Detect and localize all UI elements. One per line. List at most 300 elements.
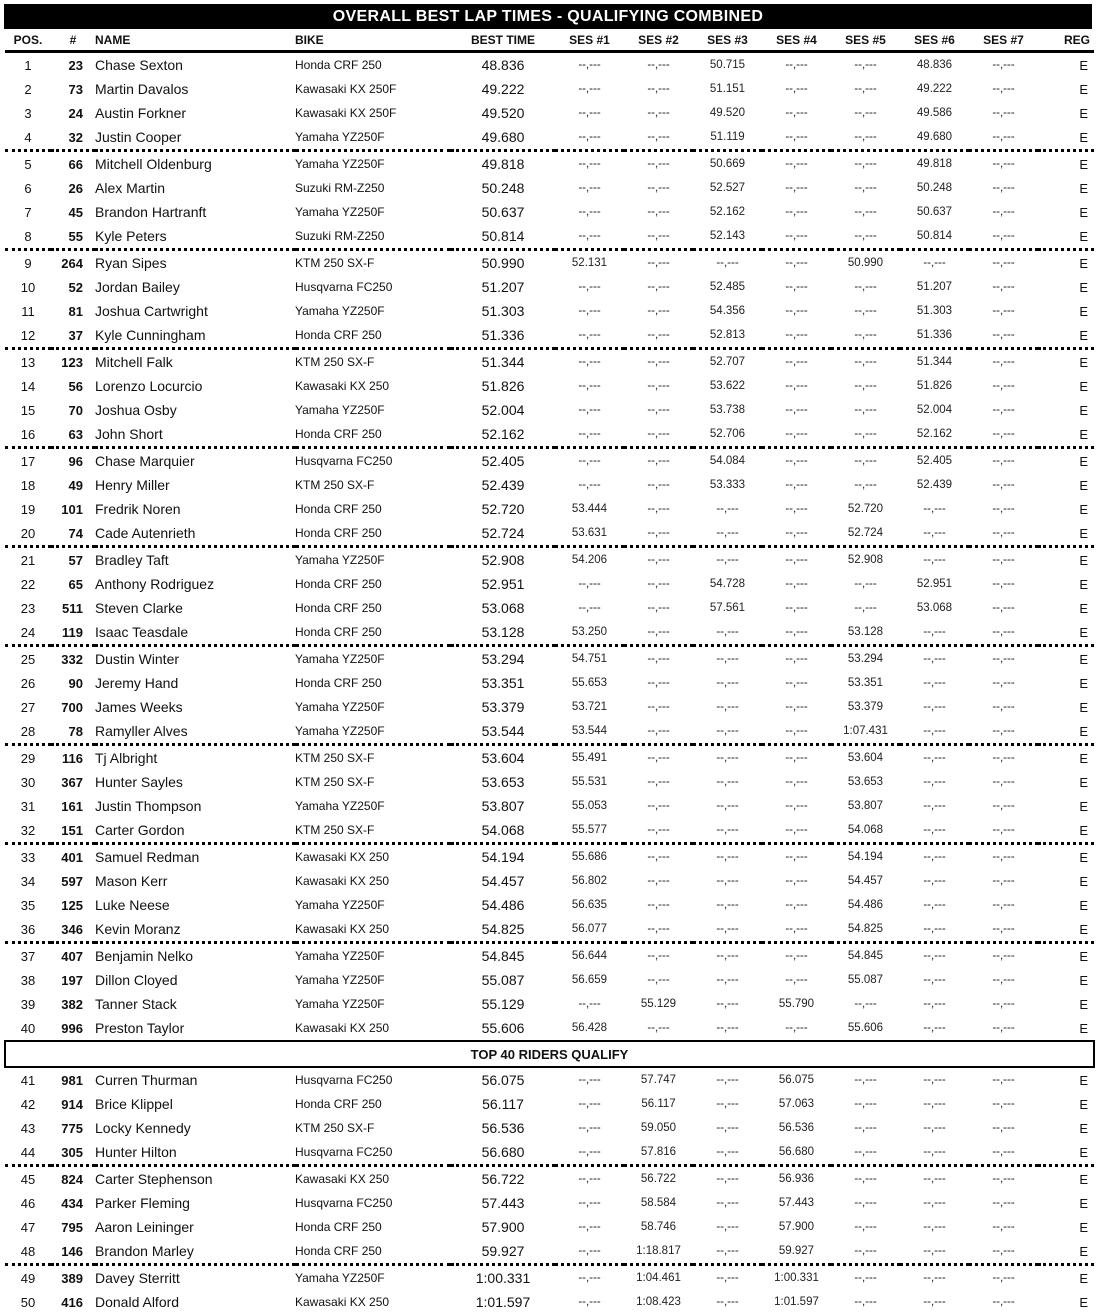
- table-row: [5, 497, 1094, 521]
- session-6-cell: 51.344: [900, 349, 969, 375]
- best-time-cell: 52.162: [451, 422, 555, 448]
- session-4-cell: --,---: [762, 52, 831, 78]
- session-2-cell: --,---: [624, 250, 693, 276]
- rider-name-cell: Benjamin Nelko: [95, 943, 295, 969]
- reg-cell: E: [1038, 1140, 1094, 1166]
- session-7-cell: --,---: [969, 1016, 1038, 1041]
- rider-name-cell: Preston Taylor: [95, 1016, 295, 1041]
- reg-cell: E: [1038, 646, 1094, 672]
- best-time-cell: 49.222: [451, 77, 555, 101]
- pos-cell: 47: [5, 1215, 51, 1239]
- session-5-cell: --,---: [831, 1067, 900, 1092]
- session-4-cell: 59.927: [762, 1239, 831, 1265]
- bike-cell: Kawasaki KX 250: [295, 1016, 451, 1041]
- session-1-cell: 53.250: [555, 620, 624, 646]
- session-3-cell: 54.728: [693, 572, 762, 596]
- best-time-cell: 53.294: [451, 646, 555, 672]
- session-6-cell: 52.405: [900, 448, 969, 474]
- rider-number-cell: 96: [51, 448, 95, 474]
- session-7-cell: --,---: [969, 719, 1038, 745]
- session-2-cell: --,---: [624, 422, 693, 448]
- session-7-cell: --,---: [969, 1067, 1038, 1092]
- table-row: [5, 200, 1094, 224]
- session-7-cell: --,---: [969, 1290, 1038, 1314]
- rider-number-cell: 824: [51, 1166, 95, 1192]
- bike-cell: Yamaha YZ250F: [295, 547, 451, 573]
- session-2-cell: 58.584: [624, 1191, 693, 1215]
- rider-name-cell: Lorenzo Locurcio: [95, 374, 295, 398]
- session-2-cell: 57.747: [624, 1067, 693, 1092]
- session-1-cell: --,---: [555, 1116, 624, 1140]
- session-7-cell: --,---: [969, 745, 1038, 771]
- session-5-cell: 54.457: [831, 869, 900, 893]
- column-header-ses5: SES #5: [831, 29, 900, 52]
- table-row: [5, 323, 1094, 349]
- session-1-cell: --,---: [555, 299, 624, 323]
- rider-name-cell: Dustin Winter: [95, 646, 295, 672]
- session-1-cell: --,---: [555, 151, 624, 177]
- bike-cell: Honda CRF 250: [295, 422, 451, 448]
- session-6-cell: --,---: [900, 1092, 969, 1116]
- session-1-cell: --,---: [555, 398, 624, 422]
- session-4-cell: --,---: [762, 719, 831, 745]
- best-time-cell: 49.520: [451, 101, 555, 125]
- best-time-cell: 54.486: [451, 893, 555, 917]
- reg-cell: E: [1038, 250, 1094, 276]
- pos-cell: 31: [5, 794, 51, 818]
- session-6-cell: --,---: [900, 1290, 969, 1314]
- bike-cell: Yamaha YZ250F: [295, 943, 451, 969]
- reg-cell: E: [1038, 844, 1094, 870]
- session-6-cell: 49.818: [900, 151, 969, 177]
- session-4-cell: --,---: [762, 101, 831, 125]
- pos-cell: 28: [5, 719, 51, 745]
- bike-cell: Suzuki RM-Z250: [295, 176, 451, 200]
- table-row: [5, 794, 1094, 818]
- session-2-cell: --,---: [624, 176, 693, 200]
- reg-cell: E: [1038, 521, 1094, 547]
- reg-cell: E: [1038, 398, 1094, 422]
- rider-name-cell: Joshua Osby: [95, 398, 295, 422]
- bike-cell: Kawasaki KX 250: [295, 1290, 451, 1314]
- session-2-cell: --,---: [624, 596, 693, 620]
- session-6-cell: --,---: [900, 968, 969, 992]
- rider-name-cell: Bradley Taft: [95, 547, 295, 573]
- session-4-cell: --,---: [762, 176, 831, 200]
- session-2-cell: --,---: [624, 646, 693, 672]
- session-6-cell: --,---: [900, 869, 969, 893]
- session-6-cell: --,---: [900, 521, 969, 547]
- pos-cell: 43: [5, 1116, 51, 1140]
- rider-number-cell: 389: [51, 1265, 95, 1291]
- session-4-cell: --,---: [762, 818, 831, 844]
- table-row: [5, 869, 1094, 893]
- bike-cell: Husqvarna FC250: [295, 448, 451, 474]
- rider-number-cell: 346: [51, 917, 95, 943]
- session-1-cell: --,---: [555, 323, 624, 349]
- rider-name-cell: Mitchell Oldenburg: [95, 151, 295, 177]
- pos-cell: 2: [5, 77, 51, 101]
- pos-cell: 1: [5, 52, 51, 78]
- session-6-cell: 50.814: [900, 224, 969, 250]
- session-1-cell: 53.544: [555, 719, 624, 745]
- best-time-cell: 52.720: [451, 497, 555, 521]
- table-row: [5, 398, 1094, 422]
- best-time-cell: 48.836: [451, 52, 555, 78]
- session-5-cell: 50.990: [831, 250, 900, 276]
- rider-number-cell: 52: [51, 275, 95, 299]
- rider-name-cell: Brandon Marley: [95, 1239, 295, 1265]
- session-4-cell: --,---: [762, 620, 831, 646]
- pos-cell: 39: [5, 992, 51, 1016]
- session-7-cell: --,---: [969, 917, 1038, 943]
- table-row: [5, 448, 1094, 474]
- pos-cell: 33: [5, 844, 51, 870]
- table-row: [5, 1116, 1094, 1140]
- reg-cell: E: [1038, 77, 1094, 101]
- reg-cell: E: [1038, 893, 1094, 917]
- session-5-cell: 54.068: [831, 818, 900, 844]
- session-6-cell: 52.439: [900, 473, 969, 497]
- session-7-cell: --,---: [969, 473, 1038, 497]
- session-3-cell: 53.622: [693, 374, 762, 398]
- session-5-cell: --,---: [831, 1215, 900, 1239]
- session-3-cell: 52.813: [693, 323, 762, 349]
- reg-cell: E: [1038, 671, 1094, 695]
- table-row: [5, 695, 1094, 719]
- session-5-cell: --,---: [831, 224, 900, 250]
- session-3-cell: --,---: [693, 1166, 762, 1192]
- session-6-cell: --,---: [900, 1116, 969, 1140]
- bike-cell: Honda CRF 250: [295, 1215, 451, 1239]
- session-3-cell: --,---: [693, 719, 762, 745]
- session-6-cell: --,---: [900, 1191, 969, 1215]
- session-6-cell: 52.004: [900, 398, 969, 422]
- session-5-cell: --,---: [831, 1239, 900, 1265]
- rider-name-cell: Mitchell Falk: [95, 349, 295, 375]
- best-time-cell: 52.004: [451, 398, 555, 422]
- session-3-cell: --,---: [693, 1191, 762, 1215]
- table-row: [5, 250, 1094, 276]
- rider-name-cell: Davey Sterritt: [95, 1265, 295, 1291]
- session-2-cell: --,---: [624, 869, 693, 893]
- best-time-cell: 56.536: [451, 1116, 555, 1140]
- session-6-cell: 48.836: [900, 52, 969, 78]
- session-7-cell: --,---: [969, 1265, 1038, 1291]
- reg-cell: E: [1038, 572, 1094, 596]
- session-4-cell: --,---: [762, 794, 831, 818]
- reg-cell: E: [1038, 52, 1094, 78]
- bike-cell: Honda CRF 250: [295, 1239, 451, 1265]
- table-row: [5, 1016, 1094, 1041]
- session-2-cell: --,---: [624, 818, 693, 844]
- pos-cell: 50: [5, 1290, 51, 1314]
- bike-cell: Yamaha YZ250F: [295, 794, 451, 818]
- session-6-cell: --,---: [900, 1067, 969, 1092]
- session-7-cell: --,---: [969, 398, 1038, 422]
- session-2-cell: 57.816: [624, 1140, 693, 1166]
- rider-number-cell: 305: [51, 1140, 95, 1166]
- session-5-cell: --,---: [831, 323, 900, 349]
- reg-cell: E: [1038, 818, 1094, 844]
- session-4-cell: --,---: [762, 671, 831, 695]
- session-7-cell: --,---: [969, 646, 1038, 672]
- best-time-cell: 55.606: [451, 1016, 555, 1041]
- session-4-cell: 57.443: [762, 1191, 831, 1215]
- session-4-cell: --,---: [762, 1016, 831, 1041]
- session-7-cell: --,---: [969, 349, 1038, 375]
- column-header-ses4: SES #4: [762, 29, 831, 52]
- table-row: [5, 1265, 1094, 1291]
- rider-name-cell: Isaac Teasdale: [95, 620, 295, 646]
- rider-number-cell: 56: [51, 374, 95, 398]
- session-1-cell: --,---: [555, 473, 624, 497]
- bike-cell: Honda CRF 250: [295, 596, 451, 620]
- column-header-ses7: SES #7: [969, 29, 1038, 52]
- session-5-cell: --,---: [831, 1191, 900, 1215]
- bike-cell: Yamaha YZ250F: [295, 719, 451, 745]
- table-row: [5, 151, 1094, 177]
- session-5-cell: 54.825: [831, 917, 900, 943]
- session-4-cell: --,---: [762, 521, 831, 547]
- session-4-cell: 56.680: [762, 1140, 831, 1166]
- rider-number-cell: 401: [51, 844, 95, 870]
- best-time-cell: 54.845: [451, 943, 555, 969]
- session-3-cell: --,---: [693, 646, 762, 672]
- pos-cell: 32: [5, 818, 51, 844]
- session-7-cell: --,---: [969, 844, 1038, 870]
- session-6-cell: --,---: [900, 620, 969, 646]
- table-row: [5, 745, 1094, 771]
- session-5-cell: --,---: [831, 1092, 900, 1116]
- best-time-cell: 49.680: [451, 125, 555, 151]
- rider-number-cell: 795: [51, 1215, 95, 1239]
- bike-cell: Kawasaki KX 250: [295, 374, 451, 398]
- session-4-cell: --,---: [762, 547, 831, 573]
- session-1-cell: --,---: [555, 1140, 624, 1166]
- best-time-cell: 56.722: [451, 1166, 555, 1192]
- rider-name-cell: Parker Fleming: [95, 1191, 295, 1215]
- session-1-cell: 53.631: [555, 521, 624, 547]
- rider-name-cell: John Short: [95, 422, 295, 448]
- pos-cell: 7: [5, 200, 51, 224]
- session-4-cell: --,---: [762, 770, 831, 794]
- session-1-cell: --,---: [555, 200, 624, 224]
- session-4-cell: --,---: [762, 275, 831, 299]
- session-7-cell: --,---: [969, 1092, 1038, 1116]
- rider-number-cell: 125: [51, 893, 95, 917]
- session-4-cell: 1:01.597: [762, 1290, 831, 1314]
- table-row: [5, 719, 1094, 745]
- rider-number-cell: 981: [51, 1067, 95, 1092]
- session-4-cell: --,---: [762, 943, 831, 969]
- bike-cell: Yamaha YZ250F: [295, 1265, 451, 1291]
- reg-cell: E: [1038, 1166, 1094, 1192]
- session-2-cell: --,---: [624, 917, 693, 943]
- pos-cell: 36: [5, 917, 51, 943]
- bike-cell: Husqvarna FC250: [295, 1140, 451, 1166]
- rider-name-cell: Ryan Sipes: [95, 250, 295, 276]
- session-3-cell: --,---: [693, 620, 762, 646]
- session-1-cell: --,---: [555, 1166, 624, 1192]
- reg-cell: E: [1038, 176, 1094, 200]
- session-6-cell: 53.068: [900, 596, 969, 620]
- session-1-cell: 55.531: [555, 770, 624, 794]
- session-1-cell: 53.721: [555, 695, 624, 719]
- rider-name-cell: Justin Thompson: [95, 794, 295, 818]
- session-5-cell: --,---: [831, 473, 900, 497]
- session-6-cell: --,---: [900, 1239, 969, 1265]
- bike-cell: Yamaha YZ250F: [295, 125, 451, 151]
- reg-cell: E: [1038, 1092, 1094, 1116]
- table-row: [5, 52, 1094, 78]
- pos-cell: 11: [5, 299, 51, 323]
- rider-name-cell: Chase Sexton: [95, 52, 295, 78]
- rider-number-cell: 119: [51, 620, 95, 646]
- session-5-cell: 53.604: [831, 745, 900, 771]
- session-2-cell: --,---: [624, 521, 693, 547]
- session-5-cell: --,---: [831, 422, 900, 448]
- rider-number-cell: 90: [51, 671, 95, 695]
- pos-cell: 13: [5, 349, 51, 375]
- session-7-cell: --,---: [969, 299, 1038, 323]
- session-1-cell: --,---: [555, 224, 624, 250]
- session-7-cell: --,---: [969, 521, 1038, 547]
- rider-number-cell: 78: [51, 719, 95, 745]
- best-time-cell: 53.351: [451, 671, 555, 695]
- session-2-cell: --,---: [624, 745, 693, 771]
- best-time-cell: 53.128: [451, 620, 555, 646]
- session-5-cell: 53.379: [831, 695, 900, 719]
- session-1-cell: --,---: [555, 374, 624, 398]
- session-5-cell: --,---: [831, 52, 900, 78]
- table-row: [5, 646, 1094, 672]
- rider-number-cell: 26: [51, 176, 95, 200]
- pos-cell: 21: [5, 547, 51, 573]
- session-3-cell: 49.520: [693, 101, 762, 125]
- session-2-cell: --,---: [624, 374, 693, 398]
- best-time-cell: 52.439: [451, 473, 555, 497]
- session-3-cell: 52.527: [693, 176, 762, 200]
- rider-number-cell: 597: [51, 869, 95, 893]
- bike-cell: Suzuki RM-Z250: [295, 224, 451, 250]
- pos-cell: 18: [5, 473, 51, 497]
- session-3-cell: --,---: [693, 869, 762, 893]
- table-row: [5, 374, 1094, 398]
- rider-number-cell: 45: [51, 200, 95, 224]
- table-row: [5, 968, 1094, 992]
- bike-cell: Honda CRF 250: [295, 323, 451, 349]
- session-1-cell: --,---: [555, 1265, 624, 1291]
- session-3-cell: 53.333: [693, 473, 762, 497]
- session-2-cell: --,---: [624, 275, 693, 299]
- rider-number-cell: 146: [51, 1239, 95, 1265]
- pos-cell: 40: [5, 1016, 51, 1041]
- session-2-cell: --,---: [624, 125, 693, 151]
- reg-cell: E: [1038, 620, 1094, 646]
- rider-number-cell: 55: [51, 224, 95, 250]
- rider-name-cell: Jeremy Hand: [95, 671, 295, 695]
- best-time-cell: 50.814: [451, 224, 555, 250]
- table-row: [5, 473, 1094, 497]
- table-row: [5, 1140, 1094, 1166]
- session-5-cell: --,---: [831, 176, 900, 200]
- bike-cell: Yamaha YZ250F: [295, 695, 451, 719]
- session-2-cell: --,---: [624, 770, 693, 794]
- session-1-cell: 56.428: [555, 1016, 624, 1041]
- pos-cell: 49: [5, 1265, 51, 1291]
- session-3-cell: --,---: [693, 844, 762, 870]
- session-5-cell: --,---: [831, 1140, 900, 1166]
- session-3-cell: --,---: [693, 521, 762, 547]
- rider-name-cell: Kyle Peters: [95, 224, 295, 250]
- column-header-ses2: SES #2: [624, 29, 693, 52]
- session-6-cell: --,---: [900, 646, 969, 672]
- session-1-cell: --,---: [555, 176, 624, 200]
- bike-cell: KTM 250 SX-F: [295, 818, 451, 844]
- session-7-cell: --,---: [969, 224, 1038, 250]
- session-1-cell: --,---: [555, 349, 624, 375]
- reg-cell: E: [1038, 719, 1094, 745]
- session-3-cell: --,---: [693, 968, 762, 992]
- session-4-cell: --,---: [762, 869, 831, 893]
- pos-cell: 12: [5, 323, 51, 349]
- session-4-cell: 57.063: [762, 1092, 831, 1116]
- session-3-cell: --,---: [693, 1239, 762, 1265]
- best-time-cell: 54.194: [451, 844, 555, 870]
- reg-cell: E: [1038, 422, 1094, 448]
- bike-cell: Kawasaki KX 250: [295, 917, 451, 943]
- rider-number-cell: 70: [51, 398, 95, 422]
- pos-cell: 29: [5, 745, 51, 771]
- rider-name-cell: Mason Kerr: [95, 869, 295, 893]
- rider-name-cell: Kevin Moranz: [95, 917, 295, 943]
- best-time-cell: 51.336: [451, 323, 555, 349]
- table-row: [5, 1067, 1094, 1092]
- bike-cell: Yamaha YZ250F: [295, 968, 451, 992]
- session-1-cell: --,---: [555, 596, 624, 620]
- session-6-cell: 51.826: [900, 374, 969, 398]
- pos-cell: 48: [5, 1239, 51, 1265]
- table-row: [5, 1290, 1094, 1314]
- session-4-cell: --,---: [762, 695, 831, 719]
- session-6-cell: --,---: [900, 745, 969, 771]
- session-7-cell: --,---: [969, 572, 1038, 596]
- session-6-cell: --,---: [900, 250, 969, 276]
- session-4-cell: --,---: [762, 151, 831, 177]
- pos-cell: 41: [5, 1067, 51, 1092]
- session-4-cell: --,---: [762, 745, 831, 771]
- session-1-cell: --,---: [555, 1239, 624, 1265]
- session-3-cell: --,---: [693, 1290, 762, 1314]
- bike-cell: Kawasaki KX 250F: [295, 101, 451, 125]
- session-2-cell: --,---: [624, 473, 693, 497]
- pos-cell: 30: [5, 770, 51, 794]
- best-time-cell: 1:01.597: [451, 1290, 555, 1314]
- session-2-cell: 1:08.423: [624, 1290, 693, 1314]
- best-time-cell: 55.087: [451, 968, 555, 992]
- session-2-cell: --,---: [624, 968, 693, 992]
- rider-number-cell: 73: [51, 77, 95, 101]
- session-5-cell: --,---: [831, 398, 900, 422]
- rider-name-cell: Kyle Cunningham: [95, 323, 295, 349]
- session-6-cell: --,---: [900, 844, 969, 870]
- rider-name-cell: Steven Clarke: [95, 596, 295, 620]
- session-6-cell: 49.222: [900, 77, 969, 101]
- session-4-cell: 56.075: [762, 1067, 831, 1092]
- reg-cell: E: [1038, 101, 1094, 125]
- best-time-cell: 59.927: [451, 1239, 555, 1265]
